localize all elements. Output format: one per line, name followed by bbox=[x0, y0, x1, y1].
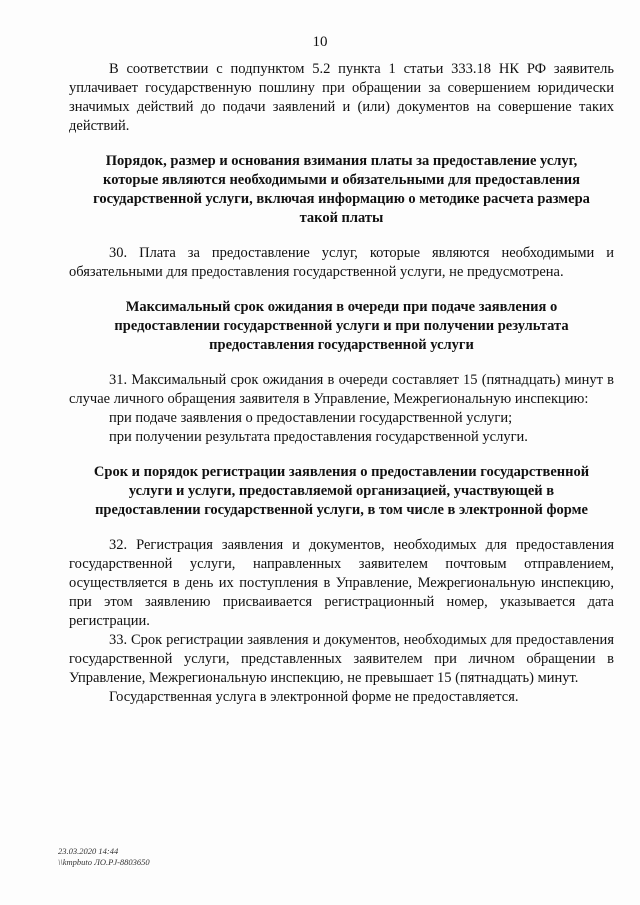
paragraph-31: 31. Максимальный срок ожидания в очереди составляет 15 (пятнадцать) минут в случае личного обращения заявителя в Управление, Межрегиональную инспекцию: bbox=[69, 372, 614, 407]
paragraph-32: 32. Регистрация заявления и документов, необходимых для предоставления государственной услуги, направленных заявителем почтовым отправлением, осуществляется в день их поступления в Управление, Межрегиональную инспекцию, при этом заявлению присваивается регистрационный номер, указывается дата регистрации. bbox=[69, 537, 614, 629]
page-number: 10 bbox=[312, 34, 328, 50]
paragraph-31-item-submission: при подаче заявления о предоставлении государственной услуги; bbox=[109, 410, 513, 426]
section-heading-fees: Порядок, размер и основания взимания платы за предоставление услуг, которые являются необходимыми и обязательными для предоставления государственной услуги, включая информацию о методике расчета размера такой платы bbox=[93, 153, 590, 226]
paragraph-30: 30. Плата за предоставление услуг, которые являются необходимыми и обязательными для предоставления государственной услуги, не предусмотрена. bbox=[69, 245, 614, 280]
paragraph-electronic-form: Государственная услуга в электронной форме не предоставляется. bbox=[109, 689, 519, 705]
document-body bbox=[69, 60, 614, 707]
section-heading-queue-time: Максимальный срок ожидания в очереди при подаче заявления о предоставлении государственной услуги и при получении результата предоставления государственной услуги bbox=[114, 299, 569, 353]
paragraph-state-duty: В соответствии с подпунктом 5.2 пункта 1 статьи 333.18 НК РФ заявитель уплачивает государственную пошлину при обращении за совершением юридически значимых действий до подачи заявлений и (или) документов на совершение таких действий. bbox=[69, 61, 614, 134]
print-timestamp: 23.03.2020 14:44 bbox=[58, 846, 119, 856]
paragraph-31-item-result: при получении результата предоставления государственной услуги. bbox=[109, 429, 528, 445]
section-heading-registration: Срок и порядок регистрации заявления о предоставлении государственной услуги и услуги, предоставляемой организацией, участвующей в предоставлении государственной услуги, в том числе в электронной форме bbox=[93, 464, 590, 518]
paragraph-33: 33. Срок регистрации заявления и документов, необходимых для предоставления государственной услуги, представленных заявителем при личном обращении в Управление, Межрегиональную инспекцию, не превышает 15 (пятнадцать) минут. bbox=[69, 632, 614, 686]
print-stamp-footer bbox=[58, 846, 150, 868]
document-path: \\kmpbuto ЛО.РJ-8803650 bbox=[58, 857, 150, 867]
